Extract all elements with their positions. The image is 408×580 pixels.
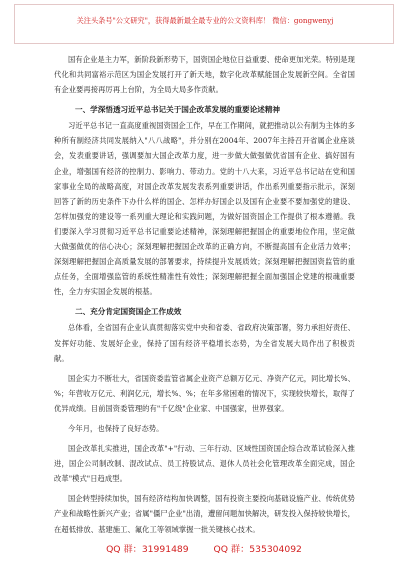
paragraph-overview: 总体看，全省国有企业认真贯彻落实党中央和省委、省政府决策部署，努力承担好责任、发挥好功能、发展好企业，保持了国有经济平稳增长态势，为全省发展大局作出了积极贡献。 [54, 323, 355, 363]
section-heading-1: 一、学深悟透习近平总书记关于国企改革发展的重要论述精神 [75, 105, 281, 115]
paragraph-this-year: 今年月，也保持了良好态势。 [68, 423, 164, 433]
paragraph-reform: 国企改革扎实推进，国企改革"+"行动、三年行动、区域性国资国企综合改革试验深入推进，国企公司制改制、混改试点、员工持股试点、退休人员社会化管理改革全面完成，国企改革"模式"日趋成型。 [54, 444, 355, 484]
promo-banner-text: 关注头条号"公文研究"，获得最新最全最专业的公文资料库！ 微信：gongwenyj [76, 16, 334, 25]
document-body [54, 52, 355, 537]
paragraph-intro: 国有企业是主力军，新阶段新形势下，国资国企地位日益重要、使命更加光荣。特别是现代化和共同富裕示范区为国企发展打开了新天地，数字化改革赋能国企发展新空间。全省国有企业要再接再厉再上台阶，为全局大局多作贡献。 [54, 55, 355, 95]
section-heading-2: 二、充分肯定国资国企工作成效 [75, 307, 182, 317]
paragraph-strength: 国企实力不断壮大，省国资委监管省属企业资产总额万亿元、净资产亿元，同比增长%、%；年营收万亿元、利润亿元，增长%、%；在年多常困难的情况下，实现较快增长，取得了优异成绩。目前国资委管理的有"千亿级"企业家、中国强家，世界强家。 [54, 373, 355, 413]
promo-banner [14, 4, 394, 44]
paragraph-section-1: 习近平总书记一直高度重视国资国企工作，早在工作期间，就把推动以公有制为主体的多种所有制经济共同发展纳入"八八战略"，并分别在2004年、2007年主持召开省属企业座谈会，发表重要讲话，强调要加大国企改革力度，进一步做大做强做优省国有企业、搞好国有企业，增强国有经济的控制力、影响力、带动力。党的十八大来，习近平总书记站在党和国家事业全局的战略高度，对国企改革发展发表系列重要讲话，作出系列重要指示批示，深刻回答了新的历史条件下办什么样的国企、怎样办好国企以及国有企业要不要加强党的建设、怎样加强党的建设等一系列重大理论和实践问题，为做好国资国企工作提供了根本遵循。我们要深入学习贯彻习近平总书记重要论述精神，深刻理解把握国企的重要地位作用，坚定做大做强做优的信心决心；深刻理解把握国企改革的正确方向，不断提高国有企业活力效率；深刻理解把握国企高质量发展的部署要求，持续提升发展质效；深刻理解把握国资监管的重点任务，全面增强监管的系统性精准性有效性；深刻理解把握全面加强国企党建的根魂重要性，全力夯实国企发展的根基。 [54, 121, 355, 297]
footer-qq-group-2: QQ 群：535304092 [213, 544, 302, 555]
paragraph-transformation: 国企转型持续加快，国有经济结构加快调整，国有投资主要投向基础设施产业、传统优势产业和战略性新兴产业；省属"僵尸企业"出清，遭留问题加快解决，研发投入保持较快增长，在超低排放、基建施工、氟化工等领域掌握一批关键核心技术。 [54, 494, 355, 534]
footer-qq-group-1: QQ 群：31991489 [106, 544, 189, 555]
footer-contact [0, 541, 408, 555]
